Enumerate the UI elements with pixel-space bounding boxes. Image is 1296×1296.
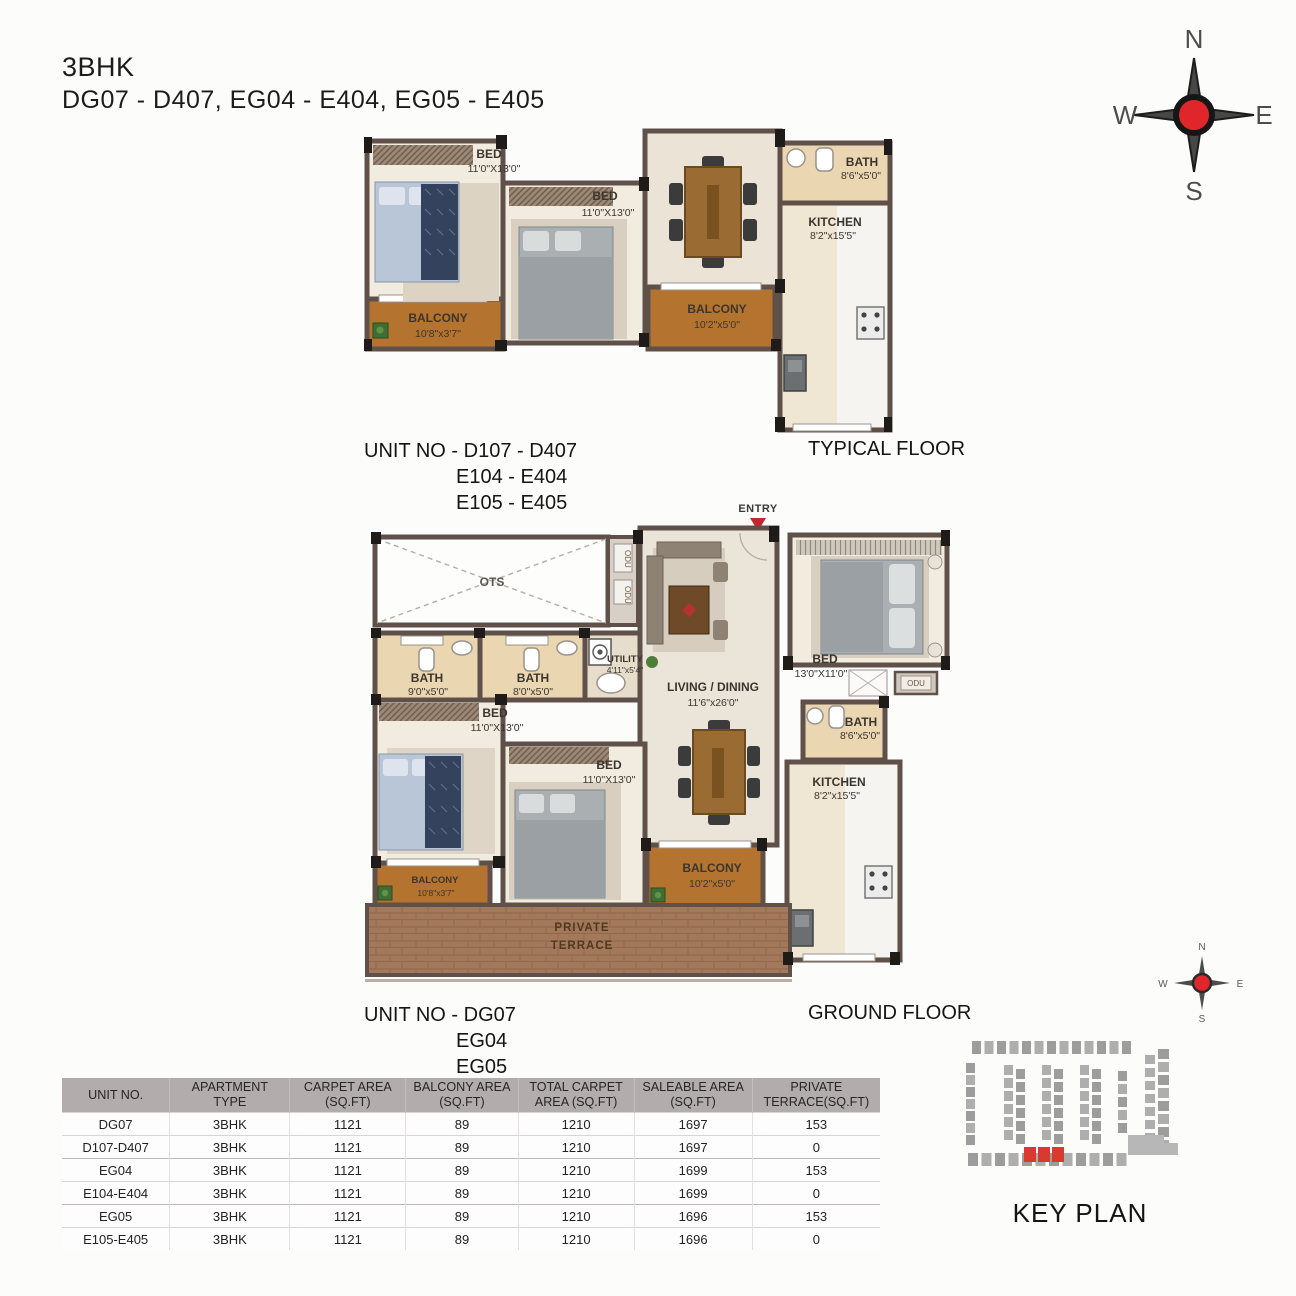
key-plan-building bbox=[1072, 1041, 1081, 1054]
key-plan-building bbox=[1042, 1091, 1051, 1101]
room-label-kitchen-g: KITCHEN bbox=[812, 775, 866, 789]
room-dim-living: 11'6"x26'0" bbox=[687, 697, 739, 709]
key-plan-label: KEY PLAN bbox=[1012, 1198, 1148, 1228]
compass-e: E bbox=[1255, 100, 1273, 130]
key-plan-building bbox=[1092, 1121, 1101, 1131]
key-plan-building bbox=[1042, 1130, 1051, 1140]
odu-box-label: ODU bbox=[907, 679, 925, 688]
key-plan-building bbox=[1060, 1041, 1069, 1054]
pillow bbox=[383, 759, 408, 776]
sink bbox=[807, 708, 823, 724]
unit-line: E104 - E404 bbox=[456, 466, 568, 488]
room-dim-bath1: 9'0"x5'0" bbox=[407, 686, 449, 698]
room-label-balcony-mid: BALCONY bbox=[682, 861, 742, 875]
compass-w: W bbox=[1112, 100, 1138, 130]
key-plan-building bbox=[1038, 1147, 1050, 1162]
toilet bbox=[829, 706, 844, 728]
entry-label: ENTRY bbox=[738, 503, 778, 515]
room-label-balcony2: BALCONY bbox=[687, 302, 747, 316]
key-plan-building bbox=[1042, 1104, 1051, 1114]
key-plan-building bbox=[1004, 1091, 1013, 1101]
blanket bbox=[515, 820, 605, 898]
table-runner bbox=[707, 185, 719, 239]
page-title: 3BHK bbox=[62, 52, 135, 82]
room-label-bed1: BED bbox=[476, 147, 502, 161]
window bbox=[661, 283, 761, 290]
pillow bbox=[555, 231, 581, 251]
room-label-living: LIVING / DINING bbox=[666, 680, 760, 694]
key-plan-building bbox=[1092, 1082, 1101, 1092]
key-plan-building bbox=[1080, 1130, 1089, 1140]
key-plan-building bbox=[1145, 1055, 1155, 1064]
key-plan-building bbox=[1016, 1095, 1025, 1105]
chair bbox=[743, 183, 757, 205]
key-plan-building bbox=[1080, 1104, 1089, 1114]
room-label-bath-right: BATH bbox=[844, 715, 878, 729]
key-plan-building bbox=[1016, 1108, 1025, 1118]
blanket bbox=[425, 756, 461, 848]
area-table-header: UNIT NO. APARTMENT TYPE CARPET AREA (SQ.FT) BALCONY AREA (SQ.FT) TOTAL CARPET AREA (SQ.FT) SALEABLE AREA (SQ.FT) PRIVATE TERRACE(SQ.FT) bbox=[62, 1078, 880, 1113]
pillow bbox=[889, 564, 915, 604]
key-plan-building bbox=[1128, 1135, 1164, 1155]
key-plan-building bbox=[1090, 1153, 1100, 1166]
room-dim-utility: 4'11"x5'4" bbox=[606, 665, 644, 675]
compass-rose-icon bbox=[1112, 20, 1277, 205]
nightstand bbox=[928, 555, 942, 569]
table-row: EG04 3BHK 1121 89 1210 1699 153 bbox=[62, 1159, 880, 1182]
key-plan-building bbox=[1035, 1041, 1044, 1054]
unit-line: UNIT NO - D107 - D407 bbox=[364, 440, 578, 462]
key-plan-building bbox=[1042, 1117, 1051, 1127]
key-plan-building bbox=[1016, 1121, 1025, 1131]
key-plan-building bbox=[966, 1111, 975, 1121]
terrace-edge bbox=[365, 979, 792, 982]
area-table bbox=[62, 1078, 880, 1250]
room-label-bed-center: BED bbox=[596, 758, 622, 772]
key-plan-building bbox=[1010, 1041, 1019, 1054]
room-dim-bed1: 11'0"X13'0" bbox=[467, 163, 521, 175]
key-plan-building bbox=[1097, 1041, 1106, 1054]
odu-shaft-label: ODU bbox=[623, 550, 632, 568]
room-label-kitchen: KITCHEN bbox=[808, 215, 862, 229]
key-plan-building bbox=[1016, 1134, 1025, 1144]
key-plan-building bbox=[1054, 1095, 1063, 1105]
key-plan-building bbox=[1080, 1065, 1089, 1075]
key-plan-building bbox=[1092, 1134, 1101, 1144]
room-label-bath2: BATH bbox=[516, 671, 550, 685]
key-plan-building bbox=[1117, 1153, 1127, 1166]
pillow bbox=[379, 187, 405, 205]
sink bbox=[787, 149, 805, 167]
key-plan-building bbox=[1158, 1049, 1169, 1059]
room-dim-balcony-left: 10'8"x3'7" bbox=[417, 888, 455, 898]
chair bbox=[747, 746, 760, 766]
key-plan-building bbox=[995, 1153, 1005, 1166]
compass-s: S bbox=[1198, 1014, 1206, 1025]
chair bbox=[678, 778, 691, 798]
key-plan-building bbox=[1092, 1095, 1101, 1105]
room-dim-bath: 8'6"x5'0" bbox=[840, 170, 882, 182]
key-plan-building bbox=[1158, 1075, 1169, 1085]
key-plan-building bbox=[1092, 1069, 1101, 1079]
compass-e: E bbox=[1236, 979, 1244, 990]
room-label-balcony1: BALCONY bbox=[408, 311, 468, 325]
key-plan-building bbox=[966, 1087, 975, 1097]
chair bbox=[678, 746, 691, 766]
room-dim-bath2: 8'0"x5'0" bbox=[512, 686, 554, 698]
key-plan-building bbox=[966, 1063, 975, 1073]
key-plan-building bbox=[966, 1099, 975, 1109]
key-plan-building bbox=[1004, 1078, 1013, 1088]
room-dim-bed-right: 13'0"X11'0" bbox=[794, 668, 848, 680]
plant-icon bbox=[646, 656, 658, 668]
compass-s: S bbox=[1185, 176, 1203, 205]
typical-floor-plan bbox=[363, 127, 903, 433]
keyplan-compass-icon bbox=[1150, 938, 1250, 1026]
key-plan-building bbox=[1054, 1108, 1063, 1118]
ground-floor-label: GROUND FLOOR bbox=[808, 1002, 972, 1024]
carpet bbox=[796, 540, 942, 555]
key-plan bbox=[960, 1035, 1195, 1185]
pillow bbox=[523, 231, 549, 251]
key-plan-building bbox=[1080, 1091, 1089, 1101]
pillow bbox=[889, 608, 915, 648]
unit-line: UNIT NO - DG07 bbox=[364, 1004, 516, 1026]
shelf bbox=[506, 636, 548, 645]
chair bbox=[747, 778, 760, 798]
room-dim-bed2: 11'0"X13'0" bbox=[581, 207, 635, 219]
table-row: E105-E405 3BHK 1121 89 1210 1696 0 bbox=[62, 1228, 880, 1251]
blanket bbox=[821, 562, 883, 652]
key-plan-building bbox=[1042, 1078, 1051, 1088]
chair bbox=[669, 219, 683, 241]
key-plan-building bbox=[1004, 1117, 1013, 1127]
key-plan-building bbox=[1016, 1082, 1025, 1092]
unit-line: EG04 bbox=[456, 1030, 508, 1052]
room-dim-bed-center: 11'0"X13'0" bbox=[582, 774, 636, 786]
key-plan-building bbox=[1118, 1123, 1127, 1133]
key-plan-building bbox=[1054, 1134, 1063, 1144]
compass-n: N bbox=[1198, 942, 1206, 953]
toilet bbox=[816, 148, 833, 171]
compass-w: W bbox=[1158, 979, 1168, 990]
room-dim-balcony-mid: 10'2"x5'0" bbox=[689, 878, 735, 890]
key-plan-building bbox=[972, 1041, 981, 1054]
compass-n: N bbox=[1184, 24, 1204, 54]
pillow bbox=[519, 794, 544, 813]
sink bbox=[452, 641, 472, 655]
key-plan-building bbox=[966, 1075, 975, 1085]
key-plan-building bbox=[1076, 1153, 1086, 1166]
key-plan-building bbox=[1024, 1147, 1036, 1162]
key-plan-building bbox=[1092, 1108, 1101, 1118]
unit-line: E105 - E405 bbox=[456, 492, 568, 514]
room-label-bed2: BED bbox=[592, 189, 618, 203]
window bbox=[793, 424, 871, 431]
wash-tub bbox=[597, 673, 625, 693]
key-plan-building bbox=[1118, 1110, 1127, 1120]
key-plan-building bbox=[1110, 1041, 1119, 1054]
key-plan-building bbox=[1085, 1041, 1094, 1054]
typ-balcony2 bbox=[648, 287, 775, 349]
key-plan-building bbox=[1158, 1101, 1169, 1111]
key-plan-building bbox=[966, 1135, 975, 1145]
key-plan-building bbox=[1158, 1062, 1169, 1072]
key-plan-building bbox=[1054, 1121, 1063, 1131]
wardrobe bbox=[373, 145, 473, 165]
key-plan-building bbox=[966, 1123, 975, 1133]
key-plan-building bbox=[1118, 1084, 1127, 1094]
terrace-label-2: TERRACE bbox=[550, 940, 614, 952]
room-label-ots: OTS bbox=[479, 575, 505, 589]
key-plan-building bbox=[1145, 1107, 1155, 1116]
chair bbox=[743, 219, 757, 241]
toilet bbox=[524, 648, 539, 671]
key-plan-building bbox=[1022, 1041, 1031, 1054]
key-plan-building bbox=[985, 1041, 994, 1054]
chair bbox=[669, 183, 683, 205]
table-row: DG07 3BHK 1121 89 1210 1697 153 bbox=[62, 1113, 880, 1136]
unit-line: EG05 bbox=[456, 1056, 508, 1078]
key-plan-building bbox=[1164, 1143, 1178, 1155]
key-plan-building bbox=[997, 1041, 1006, 1054]
odu-shaft-label: ODU bbox=[623, 586, 632, 604]
ground-floor-plan bbox=[363, 500, 953, 992]
key-plan-building bbox=[1145, 1068, 1155, 1077]
room-dim-bath-right: 8'6"x5'0" bbox=[839, 730, 881, 742]
window bbox=[659, 841, 751, 848]
key-plan-building bbox=[1009, 1153, 1019, 1166]
key-plan-building bbox=[1054, 1069, 1063, 1079]
table-runner bbox=[712, 748, 724, 798]
key-plan-building bbox=[1042, 1065, 1051, 1075]
key-plan-building bbox=[1004, 1104, 1013, 1114]
typical-floor-label: TYPICAL FLOOR bbox=[808, 438, 966, 460]
key-plan-building bbox=[1118, 1097, 1127, 1107]
key-plan-building bbox=[1145, 1081, 1155, 1090]
key-plan-building bbox=[1047, 1041, 1056, 1054]
room-label-bed-right: BED bbox=[812, 652, 838, 666]
table-row: EG05 3BHK 1121 89 1210 1696 153 bbox=[62, 1205, 880, 1228]
key-plan-building bbox=[1118, 1071, 1127, 1081]
room-dim-bed-left: 11'0"X13'0" bbox=[470, 722, 524, 734]
sofa bbox=[647, 556, 663, 644]
room-label-bed-left: BED bbox=[482, 706, 508, 720]
key-plan-building bbox=[968, 1153, 978, 1166]
wardrobe bbox=[379, 703, 479, 721]
room-label-bath1: BATH bbox=[410, 671, 444, 685]
terrace-label-1: PRIVATE bbox=[554, 922, 610, 934]
chair bbox=[708, 814, 730, 825]
key-plan-building bbox=[1052, 1147, 1064, 1162]
pillow bbox=[550, 794, 575, 813]
sofa bbox=[657, 542, 721, 558]
room-label-balcony-left: BALCONY bbox=[411, 875, 459, 886]
key-plan-building bbox=[1080, 1117, 1089, 1127]
key-plan-building bbox=[1004, 1130, 1013, 1140]
sink bbox=[557, 641, 577, 655]
key-plan-building bbox=[1122, 1041, 1131, 1054]
room-dim-kitchen: 8'2"x15'5" bbox=[810, 230, 856, 242]
key-plan-building bbox=[1103, 1153, 1113, 1166]
stove bbox=[857, 307, 884, 339]
room-label-bath: BATH bbox=[845, 155, 879, 169]
wardrobe bbox=[509, 747, 609, 764]
key-plan-building bbox=[1158, 1088, 1169, 1098]
page-subtitle: DG07 - D407, EG04 - E404, EG05 - E405 bbox=[62, 86, 545, 114]
armchair bbox=[713, 620, 728, 640]
armchair bbox=[713, 562, 728, 582]
key-plan-building bbox=[982, 1153, 992, 1166]
key-plan-building bbox=[1080, 1078, 1089, 1088]
room-dim-balcony2: 10'2"x5'0" bbox=[694, 319, 740, 331]
key-plan-building bbox=[1158, 1114, 1169, 1124]
window bbox=[387, 859, 479, 866]
nightstand bbox=[928, 643, 942, 657]
room-dim-balcony1: 10'8"x3'7" bbox=[415, 328, 461, 340]
room-label-utility: UTILITY bbox=[607, 654, 643, 665]
shelf bbox=[401, 636, 443, 645]
room-dim-kitchen-g: 8'2"x15'5" bbox=[814, 790, 860, 802]
key-plan-building bbox=[1054, 1082, 1063, 1092]
key-plan-building bbox=[1016, 1069, 1025, 1079]
table-row: E104-E404 3BHK 1121 89 1210 1699 0 bbox=[62, 1182, 880, 1205]
key-plan-building bbox=[1004, 1065, 1013, 1075]
blanket bbox=[519, 257, 613, 339]
table-row: D107-D407 3BHK 1121 89 1210 1697 0 bbox=[62, 1136, 880, 1159]
stove bbox=[865, 866, 892, 898]
key-plan-building bbox=[1145, 1094, 1155, 1103]
ground-unit-caption bbox=[364, 1002, 516, 1080]
toilet bbox=[419, 648, 434, 671]
key-plan-building bbox=[1145, 1120, 1155, 1129]
window bbox=[803, 954, 875, 961]
